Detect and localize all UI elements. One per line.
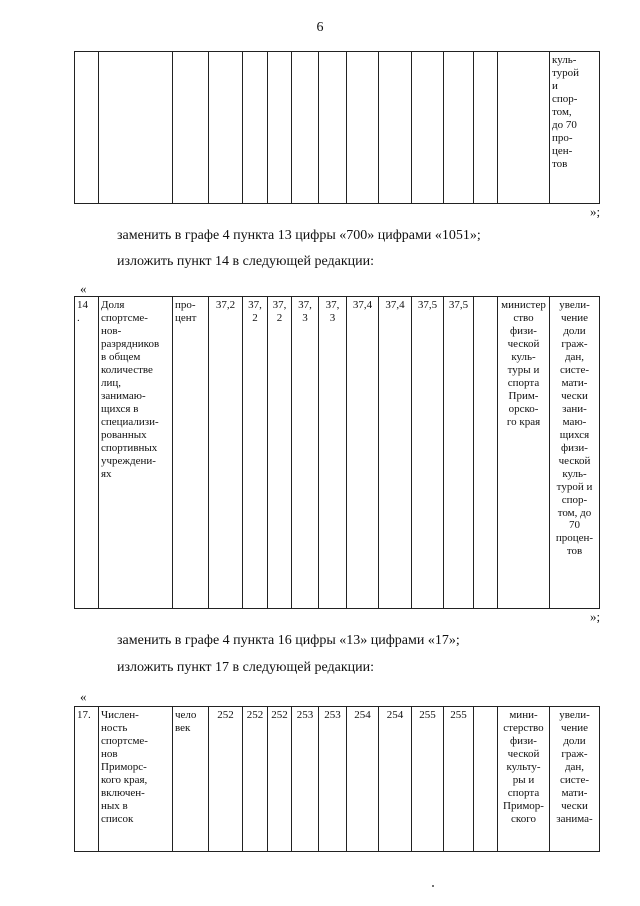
value-cell: 253 xyxy=(292,707,319,852)
table-cell xyxy=(99,52,173,204)
value-cell: 37, 3 xyxy=(319,297,347,609)
value-cell: 252 xyxy=(268,707,292,852)
item-number: 14 . xyxy=(75,297,99,609)
value-cell: 255 xyxy=(444,707,474,852)
value-cell: 253 xyxy=(319,707,347,852)
value-cell: 37, 2 xyxy=(243,297,268,609)
amendment-paragraph: заменить в графе 4 пункта 13 цифры «700» цифрами «1051»; xyxy=(117,228,481,243)
unit-cell: чело век xyxy=(173,707,209,852)
table-cell xyxy=(268,52,292,204)
scan-speck xyxy=(432,885,434,887)
table-cell xyxy=(347,52,379,204)
responsible-cell: министерство физи- ческой куль- туры и спорта Прим- орско- го края xyxy=(498,297,550,609)
item-number: 17. xyxy=(75,707,99,852)
table-cell xyxy=(412,52,444,204)
table-cell xyxy=(292,52,319,204)
table-item-14 xyxy=(74,296,600,609)
table-cell xyxy=(173,52,209,204)
value-cell: 37,2 xyxy=(209,297,243,609)
value-cell: 37, 2 xyxy=(268,297,292,609)
opening-quote: « xyxy=(80,689,87,704)
value-cell: 37,4 xyxy=(347,297,379,609)
closing-quote: »; xyxy=(590,204,601,219)
closing-quote: »; xyxy=(590,609,601,624)
amendment-paragraph: заменить в графе 4 пункта 16 цифры «13» цифрами «17»; xyxy=(117,633,460,648)
value-cell xyxy=(474,297,498,609)
value-cell: 37,5 xyxy=(412,297,444,609)
table-cell xyxy=(444,52,474,204)
table-cell xyxy=(75,52,99,204)
result-cell: куль- турой и спор- том, до 70 про- цен- тов xyxy=(550,52,600,204)
table-cell xyxy=(498,52,550,204)
value-cell: 37,4 xyxy=(379,297,412,609)
value-cell: 252 xyxy=(243,707,268,852)
indicator-name: Доля спортсме- нов- разрядников в общем количестве лиц, занимаю- щихся в специализи- рованных спортивных учреждени- ях xyxy=(99,297,173,609)
opening-quote: « xyxy=(80,281,87,296)
responsible-cell: мини- стерство физи- ческой культу- ры и спорта Примор- ского xyxy=(498,707,550,852)
unit-cell: про- цент xyxy=(173,297,209,609)
table-cell xyxy=(319,52,347,204)
amendment-paragraph: изложить пункт 17 в следующей редакции: xyxy=(117,660,374,675)
table-cell xyxy=(209,52,243,204)
table-cell xyxy=(379,52,412,204)
amendment-paragraph: изложить пункт 14 в следующей редакции: xyxy=(117,254,374,269)
table-continuation xyxy=(74,51,600,204)
table-cell xyxy=(243,52,268,204)
table-cell xyxy=(474,52,498,204)
table-item-17 xyxy=(74,706,600,852)
value-cell xyxy=(474,707,498,852)
value-cell: 255 xyxy=(412,707,444,852)
page-number: 6 xyxy=(316,20,324,35)
indicator-name: Числен- ность спортсме- нов Приморс- кого края, включен- ных в список xyxy=(99,707,173,852)
result-cell: увели- чение доли граж- дан, систе- мати- чески зани- маю- щихся физи- ческой куль- турой и спор- том, до 70 процен- тов xyxy=(550,297,600,609)
result-cell: увели- чение доли граж- дан, систе- мати- чески занима- xyxy=(550,707,600,852)
value-cell: 37,5 xyxy=(444,297,474,609)
value-cell: 254 xyxy=(379,707,412,852)
value-cell: 37, 3 xyxy=(292,297,319,609)
value-cell: 252 xyxy=(209,707,243,852)
value-cell: 254 xyxy=(347,707,379,852)
